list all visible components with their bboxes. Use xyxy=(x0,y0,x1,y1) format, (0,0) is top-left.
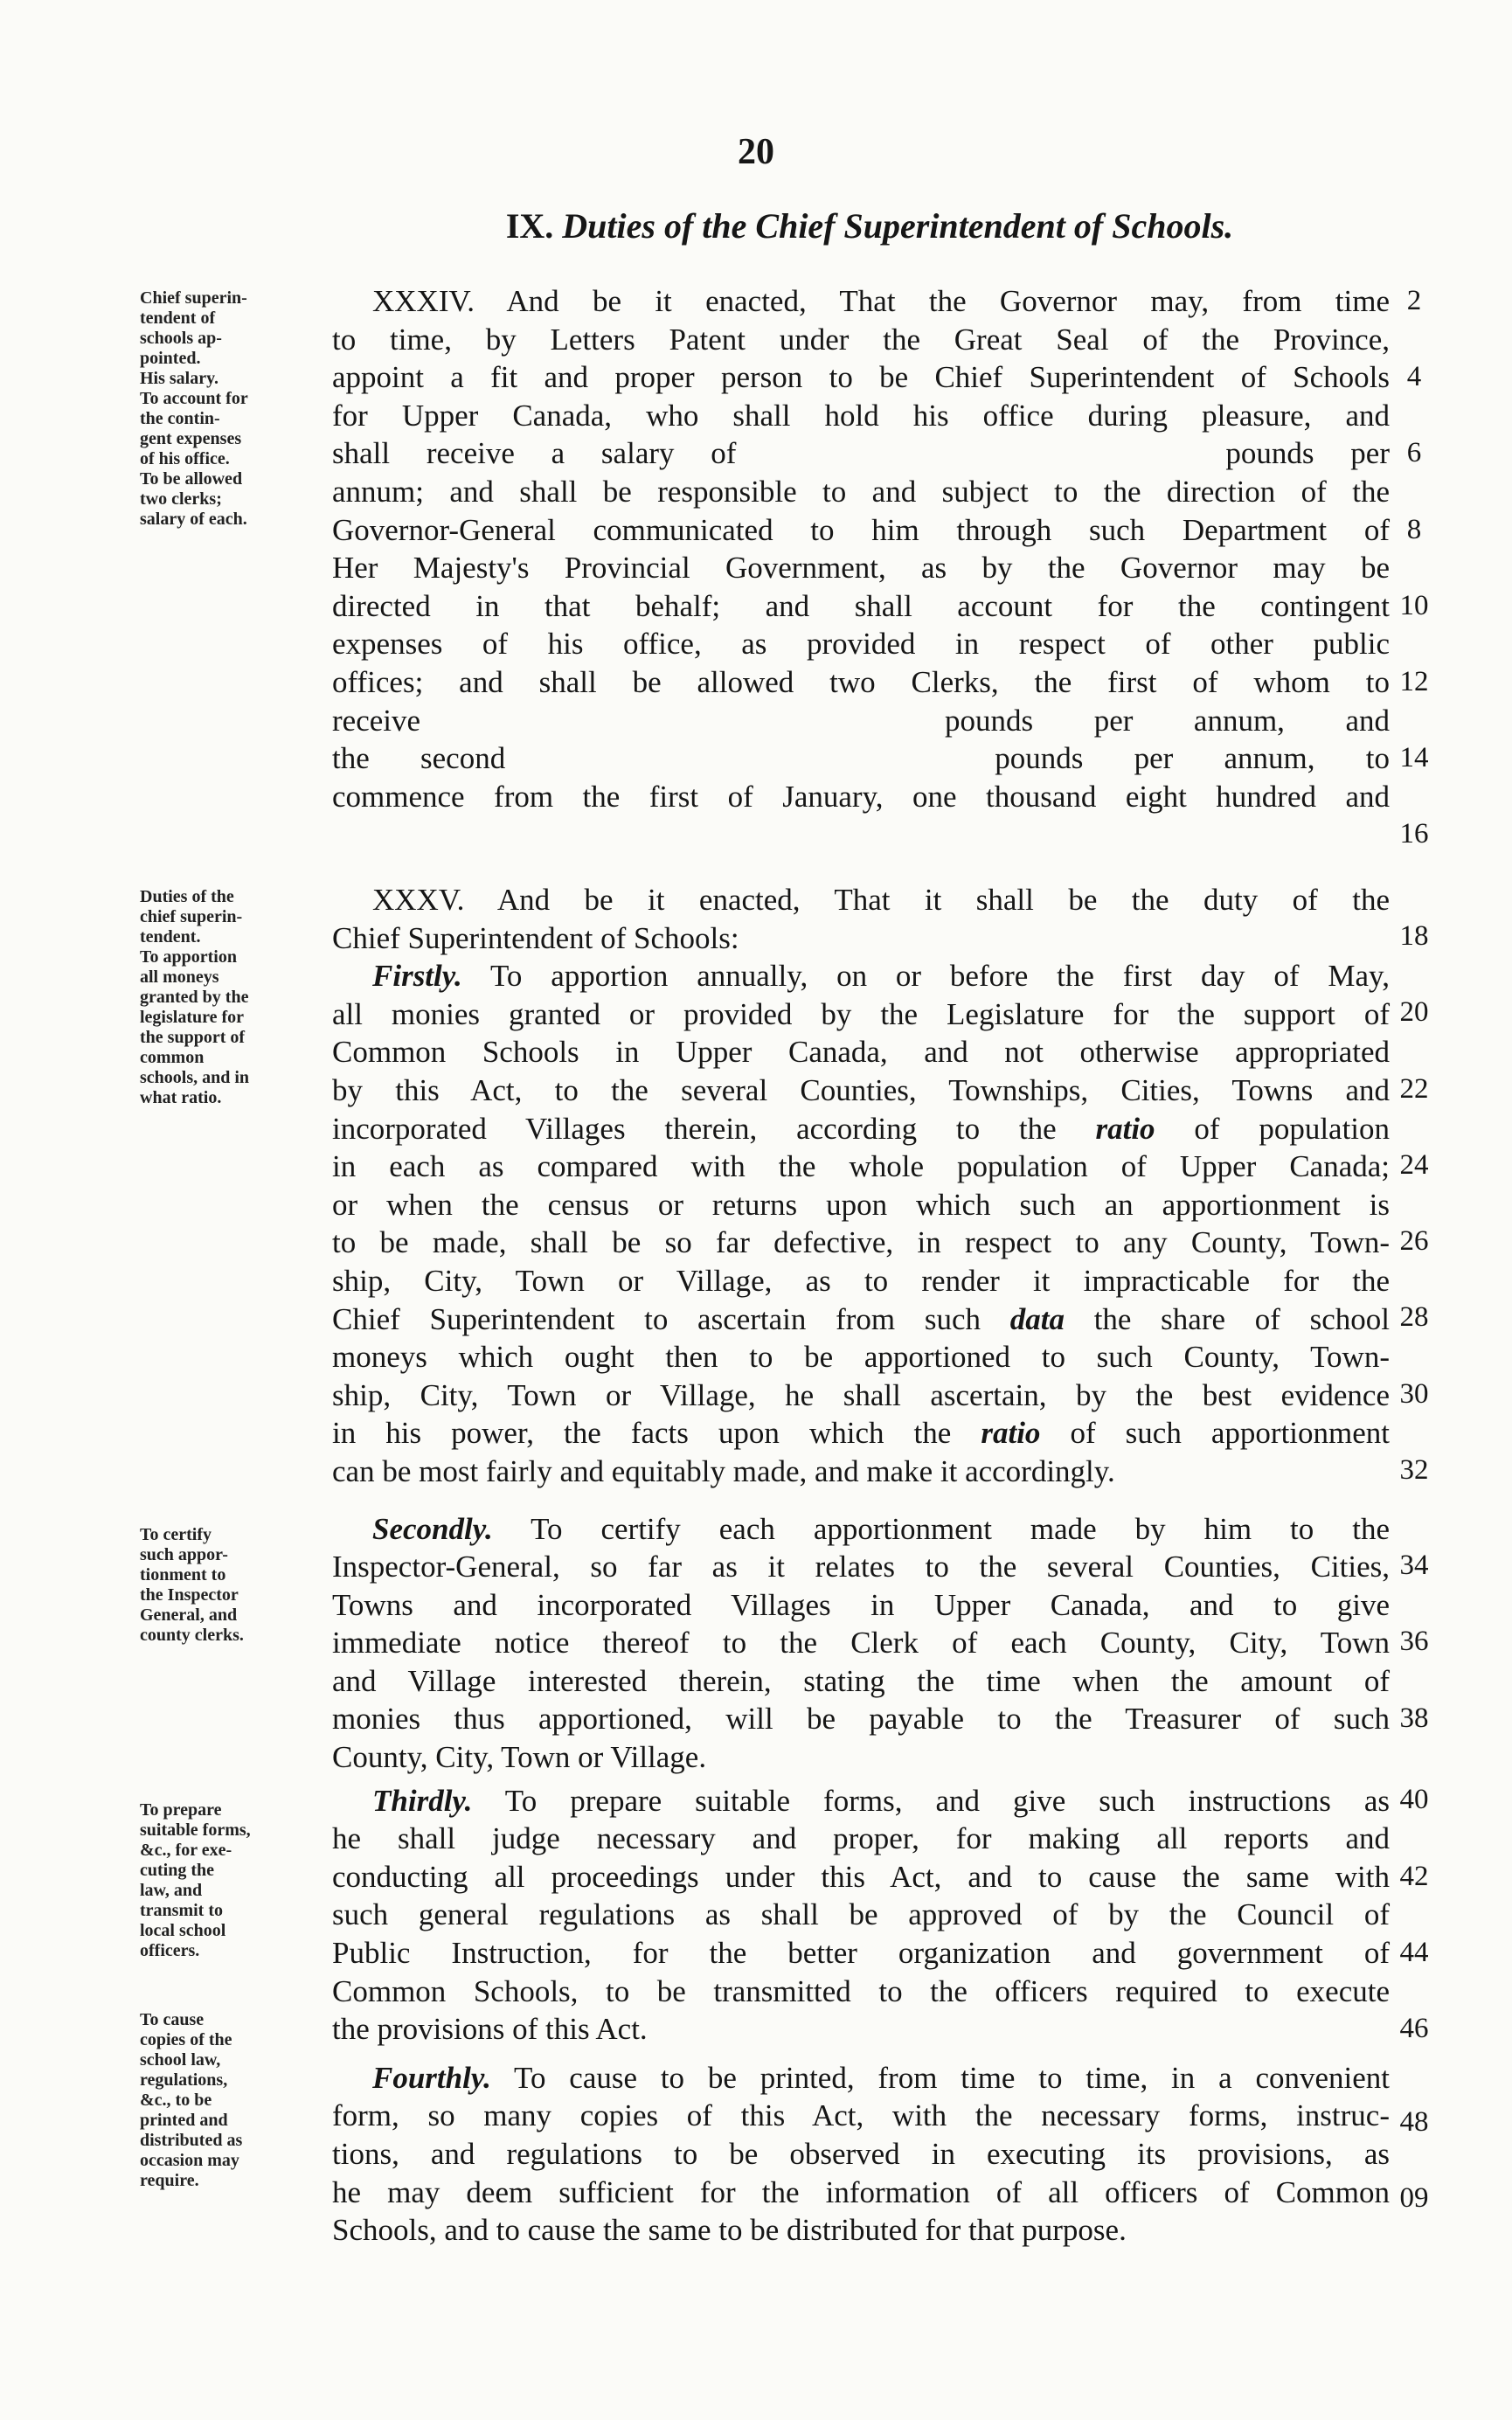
margin-note-line: regulations, xyxy=(140,2070,228,2090)
text-line: Chief Superintendent of Schools: xyxy=(332,920,739,955)
margin-note-line: law, and xyxy=(140,1881,203,1900)
text-line xyxy=(332,1110,1390,1148)
text-line: Public Instruction, for the better organization and government of xyxy=(332,1936,1390,1971)
text-line: monies thus apportioned, will be payable to the Treasurer of such xyxy=(332,1702,1390,1737)
margin-note-line: county clerks. xyxy=(140,1626,244,1645)
line-number: 26 xyxy=(1399,1225,1429,1257)
margin-note-line: tionment to xyxy=(140,1565,226,1584)
margin-note-line: His salary. xyxy=(140,369,219,388)
text-line: Towns and incorporated Villages in Upper Canada, and to give xyxy=(332,1587,1390,1622)
line-number: 36 xyxy=(1399,1626,1429,1657)
text-line: expenses of his office, as provided in respect of other public xyxy=(332,627,1390,662)
text-fragment: receive xyxy=(332,703,421,738)
margin-note-line: transmit to xyxy=(140,1901,223,1920)
text-fragment: To certify each apportionment made by him to the xyxy=(531,1511,1390,1546)
text-line: by this Act, to the several Counties, Townships, Cities, Towns and xyxy=(332,1072,1390,1107)
line-number: 22 xyxy=(1399,1073,1429,1105)
text-line xyxy=(332,702,1390,740)
firstly-label: Firstly. xyxy=(372,959,462,994)
line-number: 14 xyxy=(1399,742,1429,773)
margin-note-line: To cause xyxy=(140,2010,205,2029)
text-line: form, so many copies of this Act, with the necessary forms, instruc- xyxy=(332,2098,1390,2133)
text-line xyxy=(332,2059,1390,2098)
text-line: County, City, Town or Village. xyxy=(332,1740,707,1775)
line-number: 2 xyxy=(1406,285,1422,316)
text-fragment: in his power, the facts upon which the xyxy=(332,1416,952,1451)
line-number: 30 xyxy=(1399,1378,1429,1410)
margin-note-line: of his office. xyxy=(140,449,230,468)
text-line: all monies granted or provided by the Legislature for the support of xyxy=(332,996,1390,1031)
margin-note-line: chief superin- xyxy=(140,907,243,926)
margin-note-line: legislature for xyxy=(140,1008,245,1027)
text-line: or when the census or returns upon which such an apportionment is xyxy=(332,1187,1390,1222)
section-numeral: IX. xyxy=(505,206,554,246)
margin-note-line: tendent of xyxy=(140,309,216,328)
text-line: the provisions of this Act. xyxy=(332,2012,648,2047)
margin-note-line: To be allowed xyxy=(140,469,243,489)
text-line xyxy=(332,1510,1390,1549)
margin-note-line: To account for xyxy=(140,389,248,408)
text-line: such general regulations as shall be approved of by the Council of xyxy=(332,1897,1390,1932)
text-line: offices; and shall be allowed two Clerks, the first of whom to xyxy=(332,664,1390,699)
text-line: ship, City, Town or Village, as to render it impracticable for the xyxy=(332,1263,1390,1298)
line-number: 09 xyxy=(1399,2182,1429,2214)
margin-note-line: &c., to be xyxy=(140,2091,212,2110)
margin-note-line: granted by the xyxy=(140,988,249,1007)
text-fragment: To prepare suitable forms, and give such instructions as xyxy=(504,1783,1390,1818)
margin-note-line: distributed as xyxy=(140,2131,243,2150)
text-line: he may deem sufficient for the information of all officers of Common xyxy=(332,2174,1390,2209)
secondly-label: Secondly. xyxy=(372,1511,493,1546)
margin-note-line: local school xyxy=(140,1921,226,1940)
text-line xyxy=(332,1782,1390,1820)
margin-note-line: gent expenses xyxy=(140,429,242,448)
text-fragment: To cause to be printed, from time to time, in a convenient xyxy=(514,2060,1390,2095)
margin-note-line: To apportion xyxy=(140,947,237,967)
text-line: Common Schools, to be transmitted to the officers required to execute xyxy=(332,1973,1390,2008)
data-term: data xyxy=(1009,1301,1065,1336)
text-line: tions, and regulations to be observed in executing its provisions, as xyxy=(332,2137,1390,2171)
margin-note-printing xyxy=(140,2010,336,2191)
text-line: XXXIV. And be it enacted, That the Governor may, from time xyxy=(372,284,1390,318)
text-line: commence from the first of January, one thousand eight hundred and xyxy=(332,779,1390,814)
line-number: 28 xyxy=(1399,1301,1429,1333)
text-fragment: of such apportionment xyxy=(1070,1416,1391,1451)
margin-note-line: school law, xyxy=(140,2050,221,2070)
margin-note-line: all moneys xyxy=(140,967,219,987)
text-line: Schools, and to cause the same to be distributed for that purpose. xyxy=(332,2213,1127,2248)
text-line: directed in that behalf; and shall account for the contingent xyxy=(332,588,1390,623)
line-number: 24 xyxy=(1399,1149,1429,1181)
margin-note-line: Duties of the xyxy=(140,887,234,906)
text-line: conducting all proceedings under this Act, and to cause the same with xyxy=(332,1859,1390,1894)
text-line: ship, City, Town or Village, he shall ascertain, by the best evidence xyxy=(332,1377,1390,1412)
margin-note-line: copies of the xyxy=(140,2030,232,2049)
line-number: 38 xyxy=(1399,1702,1429,1734)
text-line: moneys which ought then to be apportioned to such County, Town- xyxy=(332,1340,1390,1375)
line-number: 18 xyxy=(1399,920,1429,952)
margin-note-line: schools ap- xyxy=(140,329,222,348)
line-number: 44 xyxy=(1399,1937,1429,1968)
ratio-term: ratio xyxy=(1095,1111,1155,1146)
margin-note-certify xyxy=(140,1525,336,1646)
line-number: 10 xyxy=(1399,590,1429,621)
line-number: 8 xyxy=(1406,514,1422,545)
margin-note-line: what ratio. xyxy=(140,1088,222,1107)
text-line xyxy=(332,434,1390,473)
margin-note-line: the support of xyxy=(140,1028,246,1047)
text-fragment: pounds per annum, to xyxy=(995,741,1390,776)
margin-note-line: two clerks; xyxy=(140,489,222,509)
text-line xyxy=(332,739,1390,778)
thirdly-label: Thirdly. xyxy=(372,1783,473,1818)
margin-note-line: the contin- xyxy=(140,409,220,428)
line-number: 48 xyxy=(1399,2106,1429,2138)
text-line: immediate notice thereof to the Clerk of each County, City, Town xyxy=(332,1626,1390,1661)
margin-note-appointment xyxy=(140,288,336,530)
text-fragment: the share of school xyxy=(1093,1301,1390,1336)
margin-note-line: schools, and in xyxy=(140,1068,250,1087)
line-number: 34 xyxy=(1399,1550,1429,1581)
text-fragment: of population xyxy=(1194,1111,1391,1146)
line-number: 12 xyxy=(1399,666,1429,697)
margin-note-line: occasion may xyxy=(140,2151,239,2170)
margin-note-forms xyxy=(140,1800,336,1961)
line-number: 42 xyxy=(1399,1861,1429,1892)
margin-note-line: pointed. xyxy=(140,349,201,368)
margin-note-duties xyxy=(140,887,336,1108)
text-line: Common Schools in Upper Canada, and not otherwise appropriated xyxy=(332,1035,1390,1070)
text-fragment: To apportion annually, on or before the first day of May, xyxy=(489,959,1390,994)
margin-note-line: common xyxy=(140,1048,205,1067)
section-heading xyxy=(385,205,1355,246)
text-line xyxy=(332,1300,1390,1339)
section-xxxiv xyxy=(332,282,1390,815)
margin-note-line: printed and xyxy=(140,2111,228,2130)
text-line: Inspector-General, so far as it relates to the several Counties, Cities, xyxy=(332,1550,1390,1584)
text-line xyxy=(332,1414,1390,1453)
text-fragment: Chief Superintendent to ascertain from such xyxy=(332,1301,981,1336)
margin-note-line: To certify xyxy=(140,1525,212,1544)
margin-note-line: officers. xyxy=(140,1941,200,1960)
line-number: 4 xyxy=(1406,361,1422,392)
text-line: for Upper Canada, who shall hold his office during pleasure, and xyxy=(332,398,1390,433)
text-line: Her Majesty's Provincial Government, as by the Governor may be xyxy=(332,551,1390,586)
margin-note-line: cuting the xyxy=(140,1861,214,1880)
line-number: 32 xyxy=(1399,1454,1429,1486)
text-line: annum; and shall be responsible to and subject to the direction of the xyxy=(332,474,1390,509)
text-line: appoint a fit and proper person to be Chief Superintendent of Schools xyxy=(332,360,1390,395)
line-number: 40 xyxy=(1399,1784,1429,1815)
line-number: 16 xyxy=(1399,818,1429,849)
text-fragment: pounds per annum, and xyxy=(945,703,1390,738)
text-line: in each as compared with the whole population of Upper Canada; xyxy=(332,1149,1390,1184)
line-number: 6 xyxy=(1406,437,1422,468)
margin-note-line: &c., for exe- xyxy=(140,1841,232,1860)
text-line: to be made, shall be so far defective, in respect to any County, Town- xyxy=(332,1225,1390,1260)
margin-note-line: To prepare xyxy=(140,1800,222,1820)
text-fragment: incorporated Villages therein, according to the xyxy=(332,1111,1057,1146)
margin-note-line: such appor- xyxy=(140,1545,228,1564)
text-line: Governor-General communicated to him through such Department of xyxy=(332,512,1390,547)
ratio-term: ratio xyxy=(981,1416,1041,1451)
margin-note-line: Chief superin- xyxy=(140,288,247,308)
text-line: XXXV. And be it enacted, That it shall be the duty of the xyxy=(372,883,1390,917)
line-number: 46 xyxy=(1399,2013,1429,2044)
margin-note-line: tendent. xyxy=(140,927,201,947)
text-fragment: pounds per xyxy=(1225,436,1390,471)
text-fragment: shall receive a salary of xyxy=(332,436,737,471)
margin-note-line: General, and xyxy=(140,1605,238,1625)
text-line: and Village interested therein, stating the time when the amount of xyxy=(332,1663,1390,1698)
line-number: 20 xyxy=(1399,996,1429,1028)
margin-note-line: require. xyxy=(140,2171,199,2190)
text-line: can be most fairly and equitably made, and make it accordingly. xyxy=(332,1453,1115,1488)
section-xxxv xyxy=(332,881,1390,2250)
text-line: he shall judge necessary and proper, for making all reports and xyxy=(332,1821,1390,1856)
margin-note-line: salary of each. xyxy=(140,510,247,529)
margin-note-line: the Inspector xyxy=(140,1585,239,1605)
text-fragment: the second xyxy=(332,741,506,776)
text-line: to time, by Letters Patent under the Great Seal of the Province, xyxy=(332,322,1390,357)
page-number: 20 xyxy=(738,132,774,172)
section-title: Duties of the Chief Superintendent of Schools. xyxy=(562,206,1234,246)
margin-note-line: suitable forms, xyxy=(140,1820,251,1840)
fourthly-label: Fourthly. xyxy=(372,2060,491,2095)
text-line xyxy=(332,957,1390,995)
